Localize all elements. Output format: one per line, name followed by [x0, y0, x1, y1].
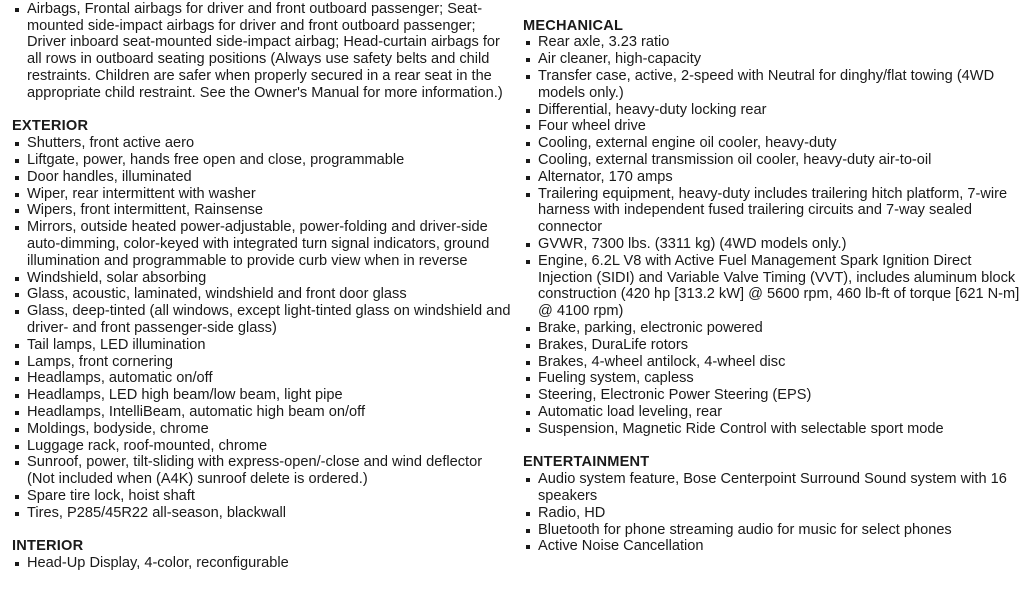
list-item: Brake, parking, electronic powered: [523, 320, 1023, 337]
list-item: Cooling, external transmission oil cooler, heavy-duty air-to-oil: [523, 152, 1023, 169]
list-item: Fueling system, capless: [523, 370, 1023, 387]
exterior-list: [12, 135, 512, 521]
entertainment-section: [523, 454, 1023, 555]
list-item: Glass, acoustic, laminated, windshield and front door glass: [12, 286, 512, 303]
list-item: [523, 0, 1023, 1]
list-item: Wipers, front intermittent, Rainsense: [12, 202, 512, 219]
list-item: Active Noise Cancellation: [523, 538, 1023, 555]
right-column: [523, 0, 1023, 555]
section-title-interior: INTERIOR: [12, 538, 84, 555]
list-item: Liftgate, power, hands free open and close, programmable: [12, 152, 512, 169]
list-item: Shutters, front active aero: [12, 135, 512, 152]
list-item: Transfer case, active, 2-speed with Neutral for dinghy/flat towing (4WD models only.): [523, 68, 1023, 102]
list-item: Sunroof, power, tilt-sliding with express-open/-close and wind deflector (Not included when (A4K) sunroof delete is ordered.): [12, 454, 512, 488]
list-item: Cooling, external engine oil cooler, heavy-duty: [523, 135, 1023, 152]
list-item: Air cleaner, high-capacity: [523, 51, 1023, 68]
list-item: Audio system feature, Bose Centerpoint Surround Sound system with 16 speakers: [523, 471, 1023, 505]
section-title-entertainment: ENTERTAINMENT: [523, 454, 650, 471]
list-item: Suspension, Magnetic Ride Control with selectable sport mode: [523, 421, 1023, 438]
mechanical-list: [523, 34, 1023, 437]
left-column: [12, 0, 512, 572]
entertainment-list: [523, 471, 1023, 555]
list-item: Rear axle, 3.23 ratio: [523, 34, 1023, 51]
list-item: Trailering equipment, heavy-duty includes trailering hitch platform, 7-wire harness with independent fused trailering circuits and 7-way sealed connector: [523, 186, 1023, 236]
list-item: Tail lamps, LED illumination: [12, 337, 512, 354]
list-item: Headlamps, IntelliBeam, automatic high beam on/off: [12, 404, 512, 421]
list-item: Alternator, 170 amps: [523, 169, 1023, 186]
list-item: Airbags, Frontal airbags for driver and front outboard passenger; Seat-mounted side-impact airbags for driver and front outboard passenger; Driver inboard seat-mounted side-impact airbag; Head-curtain airbags for all rows in outboard seating positions (Always use safety belts and child restraints. Children are safer when properly secured in a rear seat in the appropriate child restraint. See the Owner's Manual for more information.): [12, 1, 512, 102]
list-item: Lamps, front cornering: [12, 354, 512, 371]
list-item: Windshield, solar absorbing: [12, 270, 512, 287]
list-item: Head-Up Display, 4-color, reconfigurable: [12, 555, 512, 572]
list-item: GVWR, 7300 lbs. (3311 kg) (4WD models only.): [523, 236, 1023, 253]
list-item: Luggage rack, roof-mounted, chrome: [12, 438, 512, 455]
list-item: Radio, HD: [523, 505, 1023, 522]
list-item: Tires, P285/45R22 all-season, blackwall: [12, 505, 512, 522]
exterior-section: [12, 118, 512, 521]
list-item: Automatic load leveling, rear: [523, 404, 1023, 421]
section-title-exterior: EXTERIOR: [12, 118, 89, 135]
list-item: Moldings, bodyside, chrome: [12, 421, 512, 438]
list-item: Four wheel drive: [523, 118, 1023, 135]
top-list: [523, 0, 1023, 1]
interior-list: [12, 555, 512, 572]
section-title-mechanical: MECHANICAL: [523, 17, 624, 34]
list-item: Headlamps, automatic on/off: [12, 370, 512, 387]
list-item: Headlamps, LED high beam/low beam, light pipe: [12, 387, 512, 404]
list-item: Engine, 6.2L V8 with Active Fuel Management Spark Ignition Direct Injection (SIDI) and Variable Valve Timing (VVT), includes aluminum block construction (420 hp [313.2 kW] @ 5600 rpm, 460 lb-ft of torque [621 N-m] @ 4100 rpm): [523, 253, 1023, 320]
list-item: Steering, Electronic Power Steering (EPS): [523, 387, 1023, 404]
safety-list: [12, 1, 512, 102]
list-item: Spare tire lock, hoist shaft: [12, 488, 512, 505]
list-item: Door handles, illuminated: [12, 169, 512, 186]
list-item: Bluetooth for phone streaming audio for music for select phones: [523, 522, 1023, 539]
list-item: Wiper, rear intermittent with washer: [12, 186, 512, 203]
list-item: Mirrors, outside heated power-adjustable, power-folding and driver-side auto-dimming, color-keyed with integrated turn signal indicators, ground illumination and programmable to provide curb view when in reverse: [12, 219, 512, 269]
list-item: Brakes, 4-wheel antilock, 4-wheel disc: [523, 354, 1023, 371]
interior-section: [12, 538, 512, 572]
list-item: Differential, heavy-duty locking rear: [523, 102, 1023, 119]
mechanical-section: [523, 18, 1023, 438]
list-item: Brakes, DuraLife rotors: [523, 337, 1023, 354]
list-item: Glass, deep-tinted (all windows, except light-tinted glass on windshield and driver- and front passenger-side glass): [12, 303, 512, 337]
